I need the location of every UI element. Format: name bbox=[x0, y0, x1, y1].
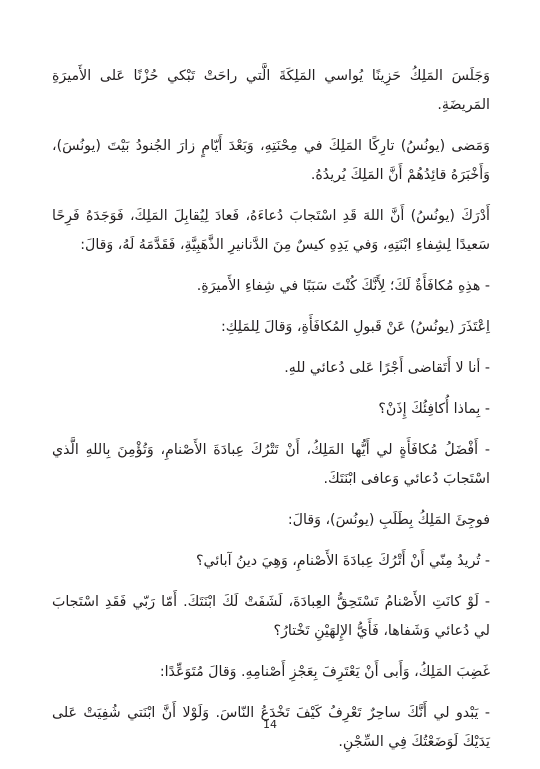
paragraph: وَجَلَسَ المَلِكُ حَزِينًا يُواسي المَلِكَةَ الَّتي راحَتْ تَبْكي حُزْنًا عَلى الأَميرَةِ المَريضَةِ. bbox=[52, 68, 490, 113]
paragraph: وَمَضى (يونُسُ) تارِكًا المَلِكَ في مِحْنَتِهِ، وَبَعْدَ أَيّامٍ زارَ الجُنودُ بَيْتَ (يونُسَ)، وَأَخْبَرَهُ قائِدُهُمْ أَنَّ المَلِكَ يُريدُهُ. bbox=[52, 138, 490, 183]
story-text bbox=[52, 62, 490, 769]
dialogue-line: - أَفْضَلُ مُكافَأَةٍ لي أَيُّها المَلِكُ، أَنْ تَتْرُكَ عِبادَةَ الأَصْنامِ، وَتُؤْمِنَ بِاللهِ الَّذي اسْتَجابَ دُعائي وَعافى ابْنَتَكَ. bbox=[52, 442, 490, 487]
page-number: 14 bbox=[263, 718, 277, 731]
dialogue-line: - بِماذا أُكافِئُكَ إِذَنْ؟ bbox=[378, 401, 490, 417]
dialogue-line: - هذِهِ مُكافَأَةٌ لَكَ؛ لِأَنَّكَ كُنْتَ سَبَبًا في شِفاءِ الأَميرَةِ. bbox=[196, 278, 490, 294]
paragraph: اِعْتَذَرَ (يونُسُ) عَنْ قَبولِ المُكافَأَةِ، وَقالَ لِلمَلِكِ: bbox=[220, 319, 490, 335]
dialogue-line: - أنا لا أَتَقاضى أَجْرًا عَلى دُعائي للهِ. bbox=[284, 360, 490, 376]
dialogue-line: - تُريدُ مِنّي أَنْ أَتْرُكَ عِبادَةَ الأَصْنامِ، وَهِيَ دينُ آبائي؟ bbox=[196, 553, 490, 569]
paragraph: فوجِئَ المَلِكُ بِطَلَبِ (يونُسَ)، وَقالَ: bbox=[287, 512, 490, 528]
dialogue-line: - يَبْدو لي أَنَّكَ ساحِرٌ تَعْرِفُ كَيْفَ تَخْدَعُ النّاسَ. وَلَوْلا أَنَّ ابْنَتي شُفِيَتْ عَلى يَدَيْكَ لَوَضَعْتُكَ فِي السِّجْنِ. bbox=[52, 705, 490, 750]
paragraph: أَدْرَكَ (يونُسُ) أَنَّ اللهَ قَدِ اسْتَجابَ دُعاءَهُ، فَعادَ لِيُقابِلَ المَلِكَ، فَوَجَدَهُ فَرِحًا سَعيدًا لِشِفاءِ ابْنَتِهِ، وَفي يَدِهِ كيسٌ مِنَ الدَّنانيرِ الذَّهَبِيَّةِ، فَقَدَّمَهُ لَهُ، وَقالَ: bbox=[52, 208, 490, 253]
dialogue-line: - لَوْ كانَتِ الأَصْنامُ تَسْتَحِقُّ العِبادَةَ، لَشَفَتْ لَكَ ابْنَتَكَ. أَمّا رَبّي فَقَدِ اسْتَجابَ لي دُعائي وَشَفاها، فَأَيُّ الإِلهَيْنِ تَخْتارُ؟ bbox=[52, 594, 490, 639]
paragraph: غَضِبَ المَلِكُ، وَأَبى أَنْ يَعْتَرِفَ بِعَجْزِ أَصْنامِهِ. وَقالَ مُتَوَعِّدًا: bbox=[159, 664, 490, 680]
